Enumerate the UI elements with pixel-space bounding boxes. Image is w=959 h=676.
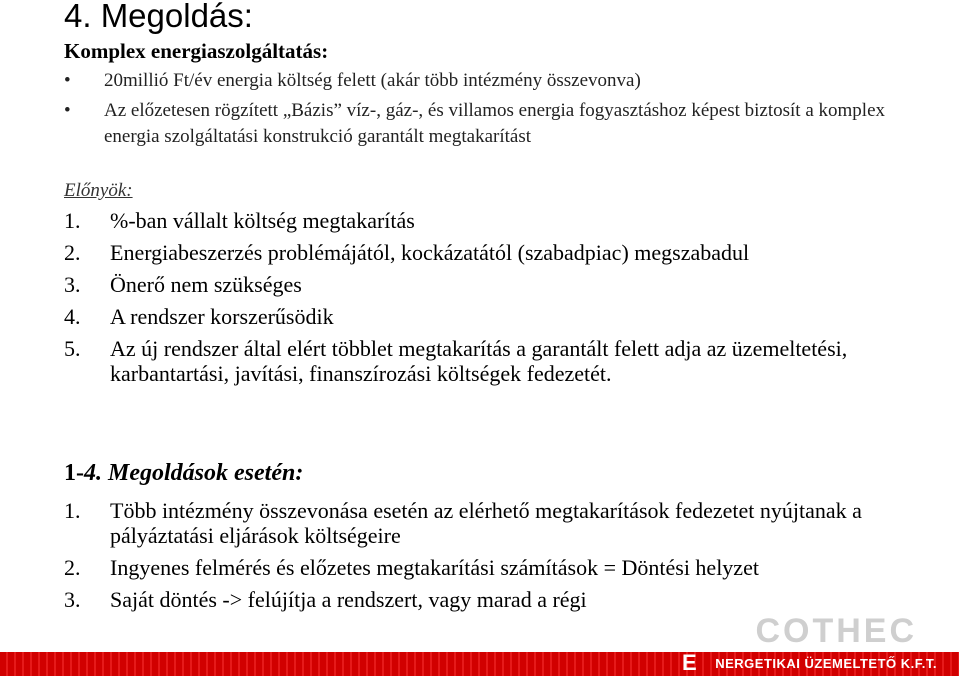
item-text: Saját döntés -> felújítja a rendszert, vagy marad a régi: [110, 587, 587, 612]
solution-item: [64, 555, 944, 580]
item-number: 1.: [64, 498, 81, 523]
bullet-list: [64, 68, 944, 150]
bullet-item: [64, 98, 944, 150]
item-number: 3.: [64, 587, 81, 612]
section2-title: 4. Megoldások esetén:: [84, 460, 304, 486]
bullet-text: 20millió Ft/év energia költség felett (akár több intézmény összevonva): [104, 70, 641, 91]
advantage-item: [64, 208, 944, 233]
item-text: %-ban vállalt költség megtakarítás: [110, 208, 415, 233]
item-number: 4.: [64, 304, 81, 329]
item-text: Az új rendszer által elért többlet megtakarítás a garantált felett adja az üzemeltetési, karbantartási, javítási, finanszírozási költségek fedezetét.: [110, 336, 848, 386]
footer-company-name: NERGETIKAI ÜZEMELTETŐ K.F.T.: [715, 656, 937, 671]
item-text: A rendszer korszerűsödik: [110, 304, 334, 329]
advantage-item: [64, 272, 944, 297]
solution-item: [64, 587, 944, 612]
item-number: 5.: [64, 336, 81, 361]
item-number: 1.: [64, 208, 81, 233]
item-text: Ingyenes felmérés és előzetes megtakarítási számítások = Döntési helyzet: [110, 555, 759, 580]
section2-heading: [64, 458, 303, 488]
section2-prefix: 1-: [64, 460, 84, 486]
slide-title: 4. Megoldás:: [64, 0, 253, 34]
item-number: 2.: [64, 555, 81, 580]
cothec-logo: COTHEC: [755, 612, 917, 650]
item-number: 3.: [64, 272, 81, 297]
bullet-item: [64, 68, 944, 94]
footer-company-initial: E: [682, 650, 697, 675]
subheading: Komplex energiaszolgáltatás:: [64, 39, 329, 63]
item-number: 2.: [64, 240, 81, 265]
advantage-item: [64, 304, 944, 329]
advantage-item: [64, 336, 944, 386]
bullet-dot-icon: •: [64, 100, 71, 121]
solution-item: [64, 498, 944, 548]
bullet-text: Az előzetesen rögzített „Bázis” víz-, gáz-, és villamos energia fogyasztáshoz képest biztosít a komplex energia szolgáltatási konstrukció garantált megtakarítást: [104, 100, 886, 147]
item-text: Energiabeszerzés problémájától, kockázatától (szabadpiac) megszabadul: [110, 240, 750, 265]
advantages-list: [64, 208, 944, 393]
item-text: Önerő nem szükséges: [110, 272, 302, 297]
advantage-item: [64, 240, 944, 265]
item-text: Több intézmény összevonása esetén az elérhető megtakarítások fedezetet nyújtanak a pályáztatási eljárások költségeire: [110, 498, 862, 548]
bullet-dot-icon: •: [64, 70, 71, 91]
solutions-list: [64, 498, 944, 619]
advantages-label: Előnyök:: [64, 180, 133, 201]
